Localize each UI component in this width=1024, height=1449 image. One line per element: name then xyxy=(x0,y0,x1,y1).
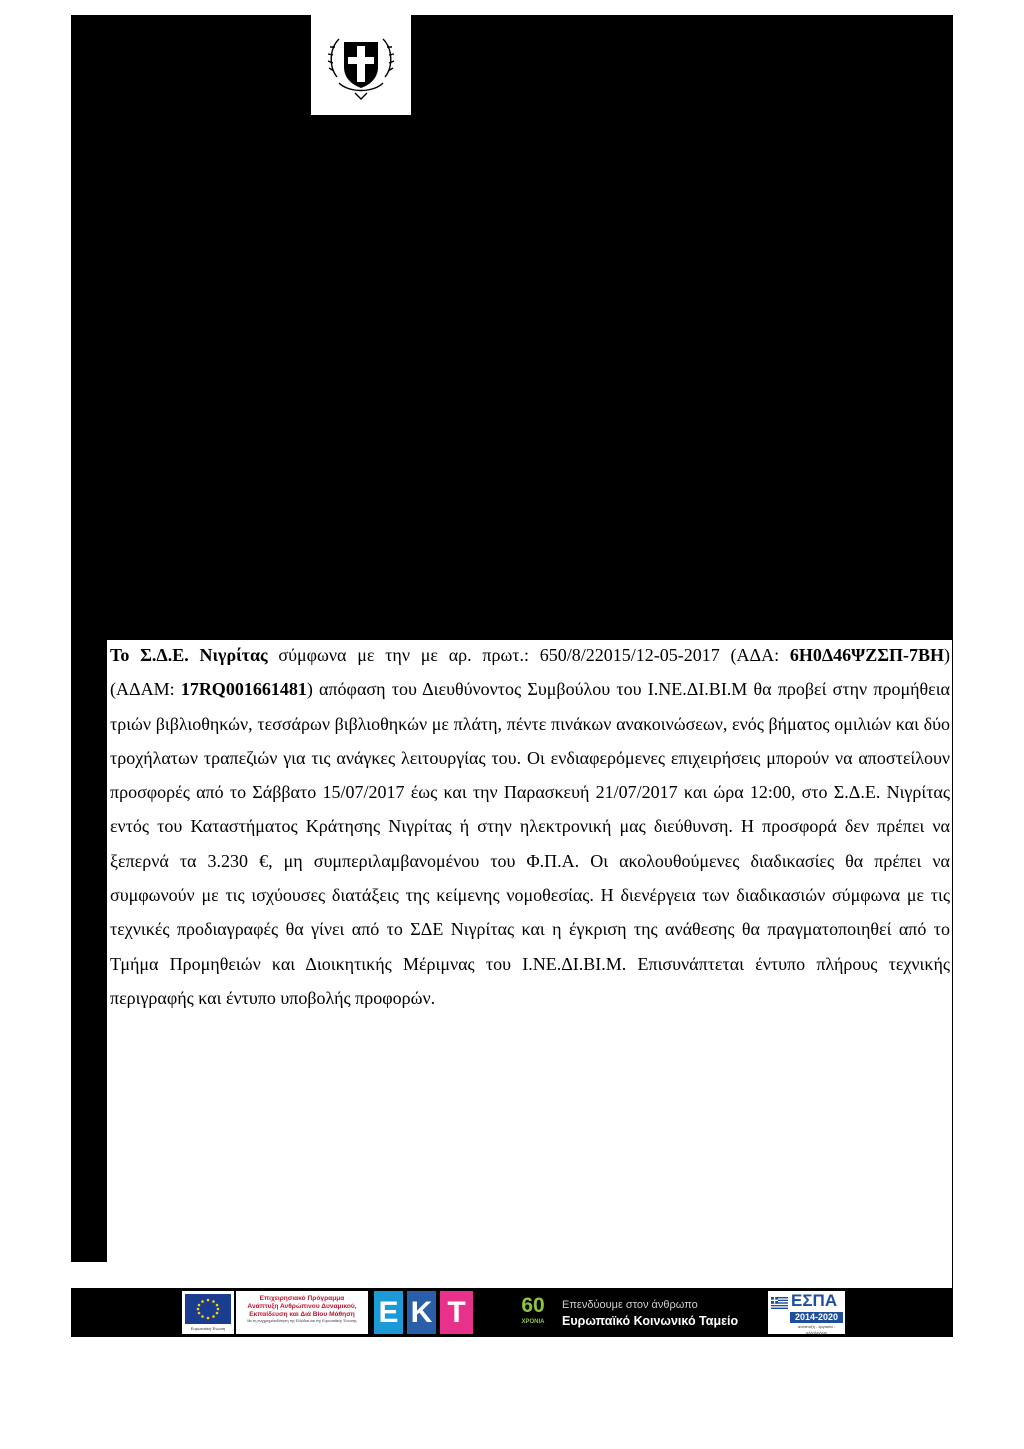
op-title-line: Ανάπτυξη Ανθρώπινου Δυναμικού, xyxy=(247,1303,357,1310)
eu-logo-caption: Ευρωπαϊκή Ένωση xyxy=(190,1326,226,1331)
op-title-line: Επιχειρησιακό Πρόγραμμα xyxy=(259,1295,345,1302)
ekt-letter-k: Κ xyxy=(407,1291,436,1334)
ekt-years-label: ΧΡΟΝΙΑ xyxy=(521,1319,545,1325)
esf-tagline-block xyxy=(562,1298,772,1329)
greek-coat-of-arms-emblem xyxy=(311,15,411,115)
text-segment: ) απόφαση του Διευθύνοντος Συμβούλου του Ι.ΝΕ.ΔΙ.ΒΙ.Μ θα προβεί στην προμήθεια τριών βιβλιοθηκών, τεσσάρων βιβλιοθηκών με πλάτη, πέντε πινάκων ανακοινώσεων, ενός βήματος ομιλιών και δύο τροχήλατων τραπεζιών για τις ανάγκες λειτουργίας του. Οι ενδιαφερόμενες επιχειρήσεις μπορούν να αποστείλουν προσφορές από το Σάββατο 15/07/2017 έως και την Παρασκευή 21/07/2017 και ώρα 12:00, στο Σ.Δ.Ε. Νιγρίτας εντός του Καταστήματος Κράτησης Νιγρίτας ή στην ηλεκτρονική μας διεύθυνση. Η προσφορά δεν πρέπει να ξεπερνά τα 3.230 €, μη συμπεριλαμβανομένου του Φ.Π.Α. Οι ακολουθούμενες διαδικασίες θα πρέπει να συμφωνούν με τις ισχύουσες διατάξεις της κείμενης νομοθεσίας. Η διενέργεια των διαδικασιών σύμφωνα με τις τεχνικές προδιαγραφές θα γίνει από το ΣΔΕ Νιγρίτας και η έγκριση της ανάθεσης θα πραγματοποιηθεί από το Τμήμα Προμηθειών και Διοικητικής Μέριμνας του Ι.ΝΕ.ΔΙ.ΒΙ.Μ. Επισυνάπτεται έντυπο πλήρους τεχνικής περιγραφής και έντυπο υποβολής προφορών. xyxy=(110,679,950,1008)
page-frame-right-line xyxy=(952,640,953,1288)
eu-flag-logo xyxy=(182,1291,234,1334)
ekt-letter-t: Τ xyxy=(440,1291,473,1334)
greek-flag-icon xyxy=(771,1297,788,1309)
espa-logo xyxy=(768,1291,845,1334)
esf-tagline: Επενδύουμε στον άνθρωπο xyxy=(562,1299,698,1311)
espa-years: 2014-2020 xyxy=(790,1312,843,1323)
esf-name: Ευρωπαϊκό Κοινωνικό Ταμείο xyxy=(562,1314,739,1328)
op-title-line: Εκπαίδευση και Διά Βίου Μάθηση xyxy=(249,1311,355,1318)
text-segment: σύμφωνα με την με αρ. πρωτ.: 650/8/22015/12-05-2017 (ΑΔΑ: xyxy=(267,645,790,665)
announcement-paragraph xyxy=(110,638,950,1015)
eu-flag-icon xyxy=(185,1294,231,1324)
ada-code: 6Η0Δ46ΨΖΣΠ-7ΒΗ xyxy=(789,645,944,665)
redacted-header-block xyxy=(71,15,953,640)
op-title xyxy=(236,1295,368,1319)
funding-logos-footer xyxy=(71,1288,953,1337)
ekt-years-number: 60 xyxy=(521,1294,545,1317)
operational-programme-logo xyxy=(236,1291,368,1334)
espa-wordmark: ΕΣΠΑ xyxy=(791,1291,838,1310)
espa-motto: ανάπτυξη - εργασία - αλληλεγγύη xyxy=(797,1324,836,1335)
op-subtitle: Με τη συγχρηματοδότηση της Ελλάδας και της Ευρωπαϊκής Ένωσης xyxy=(247,1319,357,1323)
adam-code: 17RQ001661481 xyxy=(180,679,307,700)
text-segment: ) (ΑΔΑΜ: xyxy=(110,645,950,700)
ekt-logo xyxy=(374,1291,477,1334)
ekt-60-years-badge xyxy=(514,1294,552,1334)
sender-name: Το Σ.Δ.Ε. Νιγρίτας xyxy=(110,645,268,665)
coat-of-arms-icon xyxy=(325,27,397,103)
redacted-margin-block xyxy=(71,640,107,1262)
ekt-letter-e: Ε xyxy=(374,1291,403,1334)
